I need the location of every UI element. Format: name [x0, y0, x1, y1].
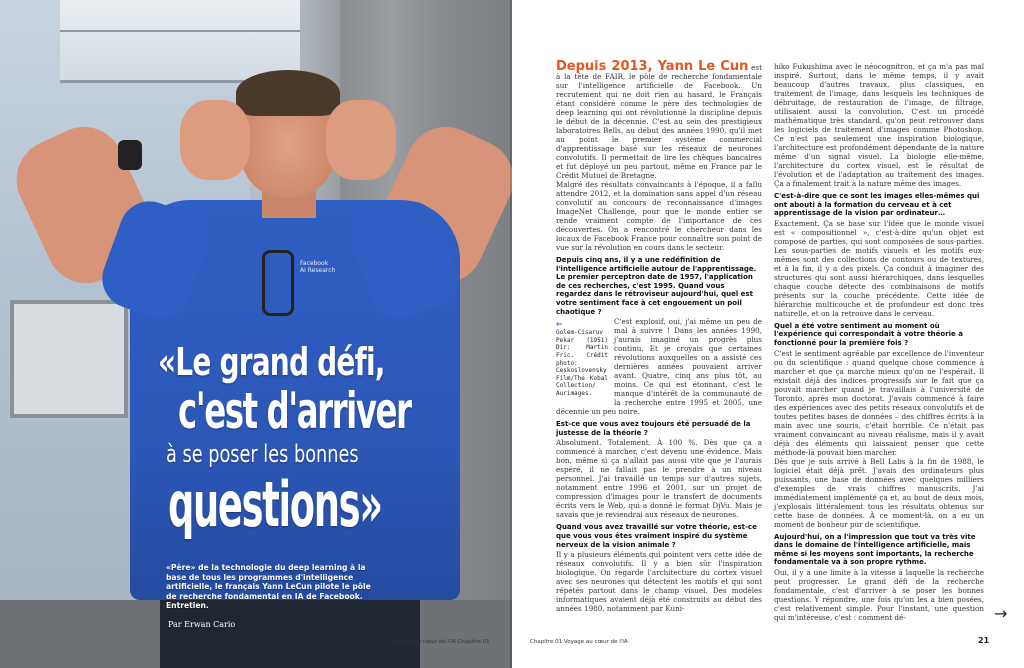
article-column-1 [556, 59, 762, 614]
byline: Par Erwan Cario [168, 620, 236, 629]
headline-line-4: questions» [168, 468, 382, 541]
standfirst: «Père» de la technologie du deep learning à la base de tous les programmes d'intelligence artificielle, le français Yann LeCun pilote le pôle de recherche fondamental en IA de Facebook. Entretien. [166, 563, 371, 611]
continue-arrow-icon: → [994, 604, 1008, 623]
watch-icon [118, 140, 142, 170]
interview-question: Est-ce que vous avez toujours été persuadé de la justesse de la théorie ? [556, 420, 751, 437]
headline-line-1: «Le grand défi, [158, 340, 385, 384]
shirt-logo-line: Facebook [300, 260, 329, 267]
lead-in: Depuis 2013, Yann Le Cun [556, 59, 749, 74]
running-footer-left: Voyage au cœur de l'IA Chapitre 01 [392, 639, 490, 645]
interview-question: Quand vous avez travaillé sur votre théorie, est-ce que vous vous êtes vraiment inspiré du système nerveux de la vision animale ? [556, 523, 757, 549]
interview-answer: hiko Fukushima avec le néocognitron, et ça m'a pas mal inspiré. Surtout, dans le même temps, il y avait beaucoup d'autres travaux, plus classiques, en traitement de l'image, dans lesquels les techniques de débruitage, de restauration de l'image, de filtrage, utilisaient aussi la convolution. C'est un procédé mathématique très standard, qu'on peut retrouver dans les logiciels de traitement d'images comme Photoshop. Ce n'est pas seulement une inspiration biologique, l'architecture est profondément dépendante de la nature même d'un signal visuel. La biologie elle-même, l'architecture du cortex visuel, est le résultat de l'évolution et de l'adaptation au traitement des images. Ça a finalement trait à la nature même des images. [774, 62, 984, 188]
headline-line-2: c'est d'arriver [178, 382, 411, 440]
photo-caption-text: Golem-Cisaruv Pekar (1951) Dir: Martin Fric. Crédit photo: Ceskoslovensky Film/The Kobal Collection/ Aurimages. [556, 329, 608, 397]
right-hand [326, 100, 396, 180]
headline-line-3: à se poser les bonnes [166, 440, 359, 468]
interview-answer: Il y a plusieurs éléments qui pointent vers cette idée de réseaux convolutifs. Il y a bien sûr l'inspiration biologique. On regarde l'architecture du cortex visuel avec ses neurones qui détectent les motifs et qui sont répétés partout dans le champ visuel. Des modèles informatiques avaient déjà été construits au début des années 1980, notamment par Kuni- [556, 550, 762, 614]
interview-question: Depuis cinq ans, il y a une redéfinition de l'intelligence artificielle autour de l'apprentissage. Le premier perceptron date de 1957, l'application de ces recherches, c'est 1995. Quand vous regardez dans le rétroviseur aujourd'hui, quel est votre sentiment face à cet engouement un poil chaotique ? [556, 256, 757, 316]
paragraph: Malgré des résultats convaincants à l'époque, il a fallu attendre 2012, et la domination sans appel d'un réseau convolutif au concours de reconnaissance d'images ImageNet Challenge, pour que le monde entier se rende vraiment compte de l'importance de ces découvertes. On a rencontré le chercheur dans les locaux de Facebook France pour connaître son point de vue sur la révolution en cours dans le secteur. [556, 180, 762, 252]
photo-caption [556, 319, 608, 397]
interview-question: Quel a été votre sentiment au moment où l'expérience qui correspondait à votre théorie a fonctionné pour la première fois ? [774, 321, 963, 347]
shirt-logo [300, 260, 370, 290]
right-page-article [512, 0, 1024, 668]
intro-text: est à la tête de FAIR, le pôle de recherche fondamentale sur l'intelligence artificielle de Facebook. Un recrutement qui ne doit rien au hasard, le Français étant considéré comme le père des technologies de deep learning qui ont révolutionné la discipline depuis le début de la décennie. C'est au sein des prestigieux laboratoires Bells, au début des années 1990, qu'il met au point le premier système commercial d'apprentissage basé sur les réseaux de neurones convolutifs. Il permettait de lire les chèques bancaires et fut déployé un peu partout, même en France par le Crédit Mutuel de Bretagne. [556, 63, 762, 180]
glasses-icon [262, 250, 294, 316]
interview-answer: Exactement. Ça se base sur l'idée que le monde visuel est « compositionnel », c'est-à-dire qu'un objet est composé de parties, qui sont composées de sous-parties. Les sous-parties de motifs visuels et les motifs eux-mêmes sont des collections de contours ou de textures, et à la fin, il y a des pixels. Ça conduit à imaginer des structures qui sont aussi hiérarchiques, dans lesquelles chaque couche détecte des combinaisons de motifs présents sur la couche précédente. Cette idée de hiérarchie multicouche et de profondeur est donc très naturelle, et on la retrouve dans le cerveau. [774, 218, 984, 318]
interview-question: C'est-à-dire que ce sont les images elles-mêmes qui ont abouti à la formation du cerveau et à cet apprentissage de la vision par ordinateur… [774, 192, 980, 218]
answer-text: C'est explosif, oui, j'ai même un peu de mal à suivre ! Dans les années 1990, j'aurais imaginé un progrès plus continu. Et je croyais que certaines révolutions auxquelles on a assisté ces dernières années pouvaient arriver avant. Quatre, cinq ans plus tôt, au moins. Ce qui est étonnant, c'est le manque d'intérêt de la communauté de la recherche entre 1995 et 2005, une décennie un peu noire. [556, 317, 762, 417]
hair [236, 70, 340, 116]
article-column-2 [774, 62, 984, 622]
interview-answer: Dès que je suis arrivé à Bell Labs à la fin de 1988, le logiciel était déjà prêt. J'avais des ordinateurs plus puissants, une base de données avec quelques milliers d'exemples de vrais chiffres manuscrits. J'ai immédiatement implémenté ça et, au bout de deux mois, j'explosais littéralement tous les résultats obtenus sur cette base de données. À ce moment-là, on a eu un moment de bonheur pur de scientifique. [774, 456, 984, 529]
interview-answer: Oui, il y a une limite à la vitesse à laquelle la recherche peut progresser. Le grand défi de la recherche fondamentale, c'est d'arriver à se poser les bonnes questions. Y répondre, une fois qu'on les a bien posées, c'est relativement simple. Pour l'instant, une question qui m'intéresse, c'est : comment dé- [774, 567, 984, 622]
interview-question: Aujourd'hui, on a l'impression que tout va très vite dans le domaine de l'intelligence artificielle, mais même si les moyens sont importants, la recherche fondamentale va à son propre rythme. [774, 532, 976, 567]
interview-answer [556, 317, 762, 416]
left-hand [180, 100, 250, 180]
interview-answer: C'est le sentiment agréable par excellence de l'inventeur ou du scientifique : quand quelque chose commence à marcher et que ça marche mieux qu'on ne l'espérait. Il existait déjà des indices progressifs sur le fait que ça pouvait marcher quand je travaillais à l'université de Toronto, après mon doctorat. J'avais commencé à faire des expériences avec des petits réseaux convolutifs et de toutes petites bases de données – des chiffres écrits à la main avec une souris, c'était horrible. Ce n'était pas vraiment convaincant au niveau réalisme, mais il y avait déjà des éléments qui laissaient penser que cette méthode-là pouvait bien marcher. [774, 348, 984, 457]
arrow-left-icon: ⇐ [556, 317, 563, 331]
intro-paragraph [556, 59, 762, 180]
page-number: 21 [978, 636, 990, 645]
interview-answer: Absolument. Totalement. À 100 %. Dès que ça a commencé à marcher, c'est devenu une évidence. Mais bon, même si ça n'allait pas aussi vite que je l'aurais espéré, il ne fallait pas le prendre à un niveau personnel. J'ai travaillé un temps sur d'autres sujets, notamment entre 1996 et 2001, sur un projet de compression d'images pour le transfert de documents écrits vers le Web, qui a donné le format DjVu. Mais je savais que je reviendrai aux réseaux de neurones. [556, 438, 762, 520]
running-footer-right: Chapitre 01 Voyage au cœur de l'IA [530, 639, 628, 645]
shirt-logo-line: AI Research [300, 267, 336, 274]
